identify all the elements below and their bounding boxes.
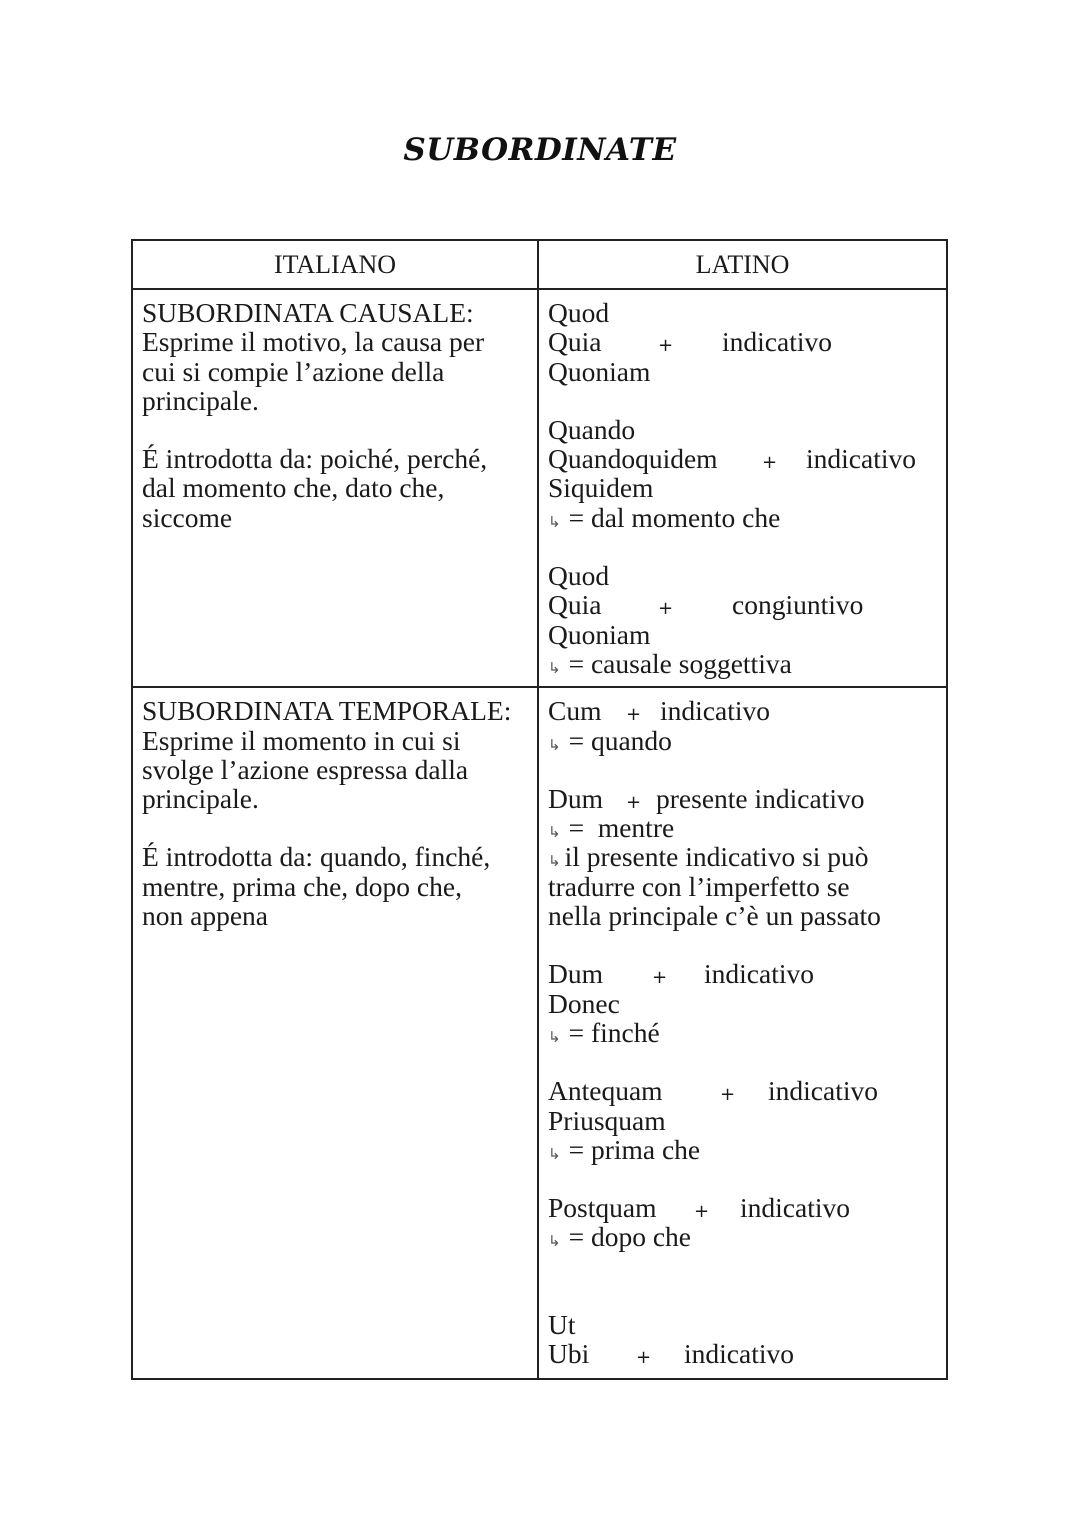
plus-sign: + <box>720 1084 736 1106</box>
latin-line <box>548 1339 946 1368</box>
latin-word: Siquidem <box>548 472 654 504</box>
latin-line <box>548 1076 946 1105</box>
mood-label: indicativo <box>806 443 916 475</box>
note-text: = prima che <box>568 1133 701 1165</box>
latin-note <box>548 1222 946 1251</box>
cell-causale-latino <box>538 289 947 687</box>
causale-desc-3: principale. <box>142 384 259 416</box>
return-arrow-icon: ↳ <box>548 1232 561 1251</box>
plus-sign: + <box>626 704 642 726</box>
latin-note <box>548 842 946 871</box>
latin-word: Dum <box>548 782 603 814</box>
return-arrow-icon: ↳ <box>548 658 561 677</box>
note-text: = mentre <box>568 812 675 844</box>
header-italiano: ITALIANO <box>132 240 538 289</box>
latin-word: Dum <box>548 958 603 990</box>
return-arrow-icon: ↳ <box>548 823 561 842</box>
latin-word: Quia <box>548 326 602 358</box>
return-arrow-icon: ↳ <box>548 512 561 531</box>
temporale-intro-3: non appena <box>142 900 268 932</box>
mood-label: indicativo <box>684 1338 794 1370</box>
note-text: tradurre con l’imperfetto se <box>548 870 850 902</box>
latin-word: Quod <box>548 560 610 592</box>
note-text: = dopo che <box>568 1221 691 1253</box>
plus-sign: + <box>626 791 642 813</box>
latin-line <box>548 1193 946 1222</box>
latin-word: Quandoquidem <box>548 443 718 475</box>
latin-word: Quoniam <box>548 618 651 650</box>
causale-intro-2: dal momento che, dato che, <box>142 472 445 504</box>
mood-label: indicativo <box>704 958 814 990</box>
causale-desc-1: Esprime il motivo, la causa per <box>142 326 485 358</box>
note-text: il presente indicativo si può <box>564 841 869 873</box>
cell-temporale-latino <box>538 687 947 1379</box>
latin-word: Quando <box>548 413 636 445</box>
mood-label: indicativo <box>660 695 770 727</box>
latin-word: Quod <box>548 297 610 328</box>
note-text: = quando <box>568 724 672 756</box>
temporale-intro-2: mentre, prima che, dopo che, <box>142 870 462 902</box>
latin-word: Cum <box>548 695 602 727</box>
latin-note <box>548 726 946 755</box>
note-text: nella principale c’è un passato <box>548 900 881 932</box>
header-row <box>132 240 947 289</box>
return-arrow-icon: ↳ <box>548 1027 561 1046</box>
mood-label: indicativo <box>722 326 832 358</box>
page-title: SUBORDINATE <box>403 132 677 168</box>
latin-note <box>548 649 946 678</box>
header-latino: LATINO <box>538 240 947 289</box>
latin-word: Priusquam <box>548 1104 666 1136</box>
latin-line <box>548 444 946 473</box>
latin-word: Ubi <box>548 1338 590 1370</box>
latin-note <box>548 1135 946 1164</box>
return-arrow-icon: ↳ <box>548 852 561 871</box>
row-temporale <box>132 687 947 1379</box>
temporale-intro-1: É introdotta da: quando, finché, <box>142 841 491 873</box>
latin-note <box>548 813 946 842</box>
plus-sign: + <box>762 452 778 474</box>
latin-line <box>548 327 946 356</box>
latin-note <box>548 1018 946 1047</box>
latin-line <box>548 784 946 813</box>
plus-sign: + <box>694 1201 710 1223</box>
row-causale <box>132 289 947 687</box>
latin-word: Quia <box>548 589 602 621</box>
mood-label: indicativo <box>768 1075 878 1107</box>
mood-label: congiuntivo <box>732 589 864 621</box>
causale-desc-2: cui si compie l’azione della <box>142 355 445 387</box>
plus-sign: + <box>658 598 674 620</box>
causale-intro-3: siccome <box>142 501 233 533</box>
mood-label: presente indicativo <box>656 782 865 814</box>
plus-sign: + <box>652 967 668 989</box>
note-text: = finché <box>568 1016 660 1048</box>
return-arrow-icon: ↳ <box>548 735 561 754</box>
temporale-desc-3: principale. <box>142 783 259 815</box>
causale-heading: SUBORDINATA CAUSALE: <box>142 297 474 328</box>
plus-sign: + <box>636 1347 652 1369</box>
cell-temporale-italiano <box>132 687 538 1379</box>
latin-word: Ut <box>548 1308 576 1340</box>
causale-intro-1: É introdotta da: poiché, perché, <box>142 443 488 475</box>
latin-line <box>548 590 946 619</box>
latin-word: Donec <box>548 987 620 1019</box>
note-text: = causale soggettiva <box>568 647 792 679</box>
plus-sign: + <box>658 335 674 357</box>
mood-label: indicativo <box>740 1192 850 1224</box>
subordinate-table <box>131 239 948 1380</box>
cell-causale-italiano <box>132 289 538 687</box>
latin-word: Quoniam <box>548 355 651 387</box>
temporale-heading: SUBORDINATA TEMPORALE: <box>142 695 512 727</box>
note-text: = dal momento che <box>568 501 781 533</box>
return-arrow-icon: ↳ <box>548 1144 561 1163</box>
latin-word: Postquam <box>548 1192 657 1224</box>
latin-line <box>548 959 946 988</box>
latin-line <box>548 696 946 725</box>
latin-word: Antequam <box>548 1075 663 1107</box>
temporale-desc-1: Esprime il momento in cui si <box>142 724 461 756</box>
temporale-desc-2: svolge l’azione espressa dalla <box>142 753 469 785</box>
latin-note <box>548 503 946 532</box>
